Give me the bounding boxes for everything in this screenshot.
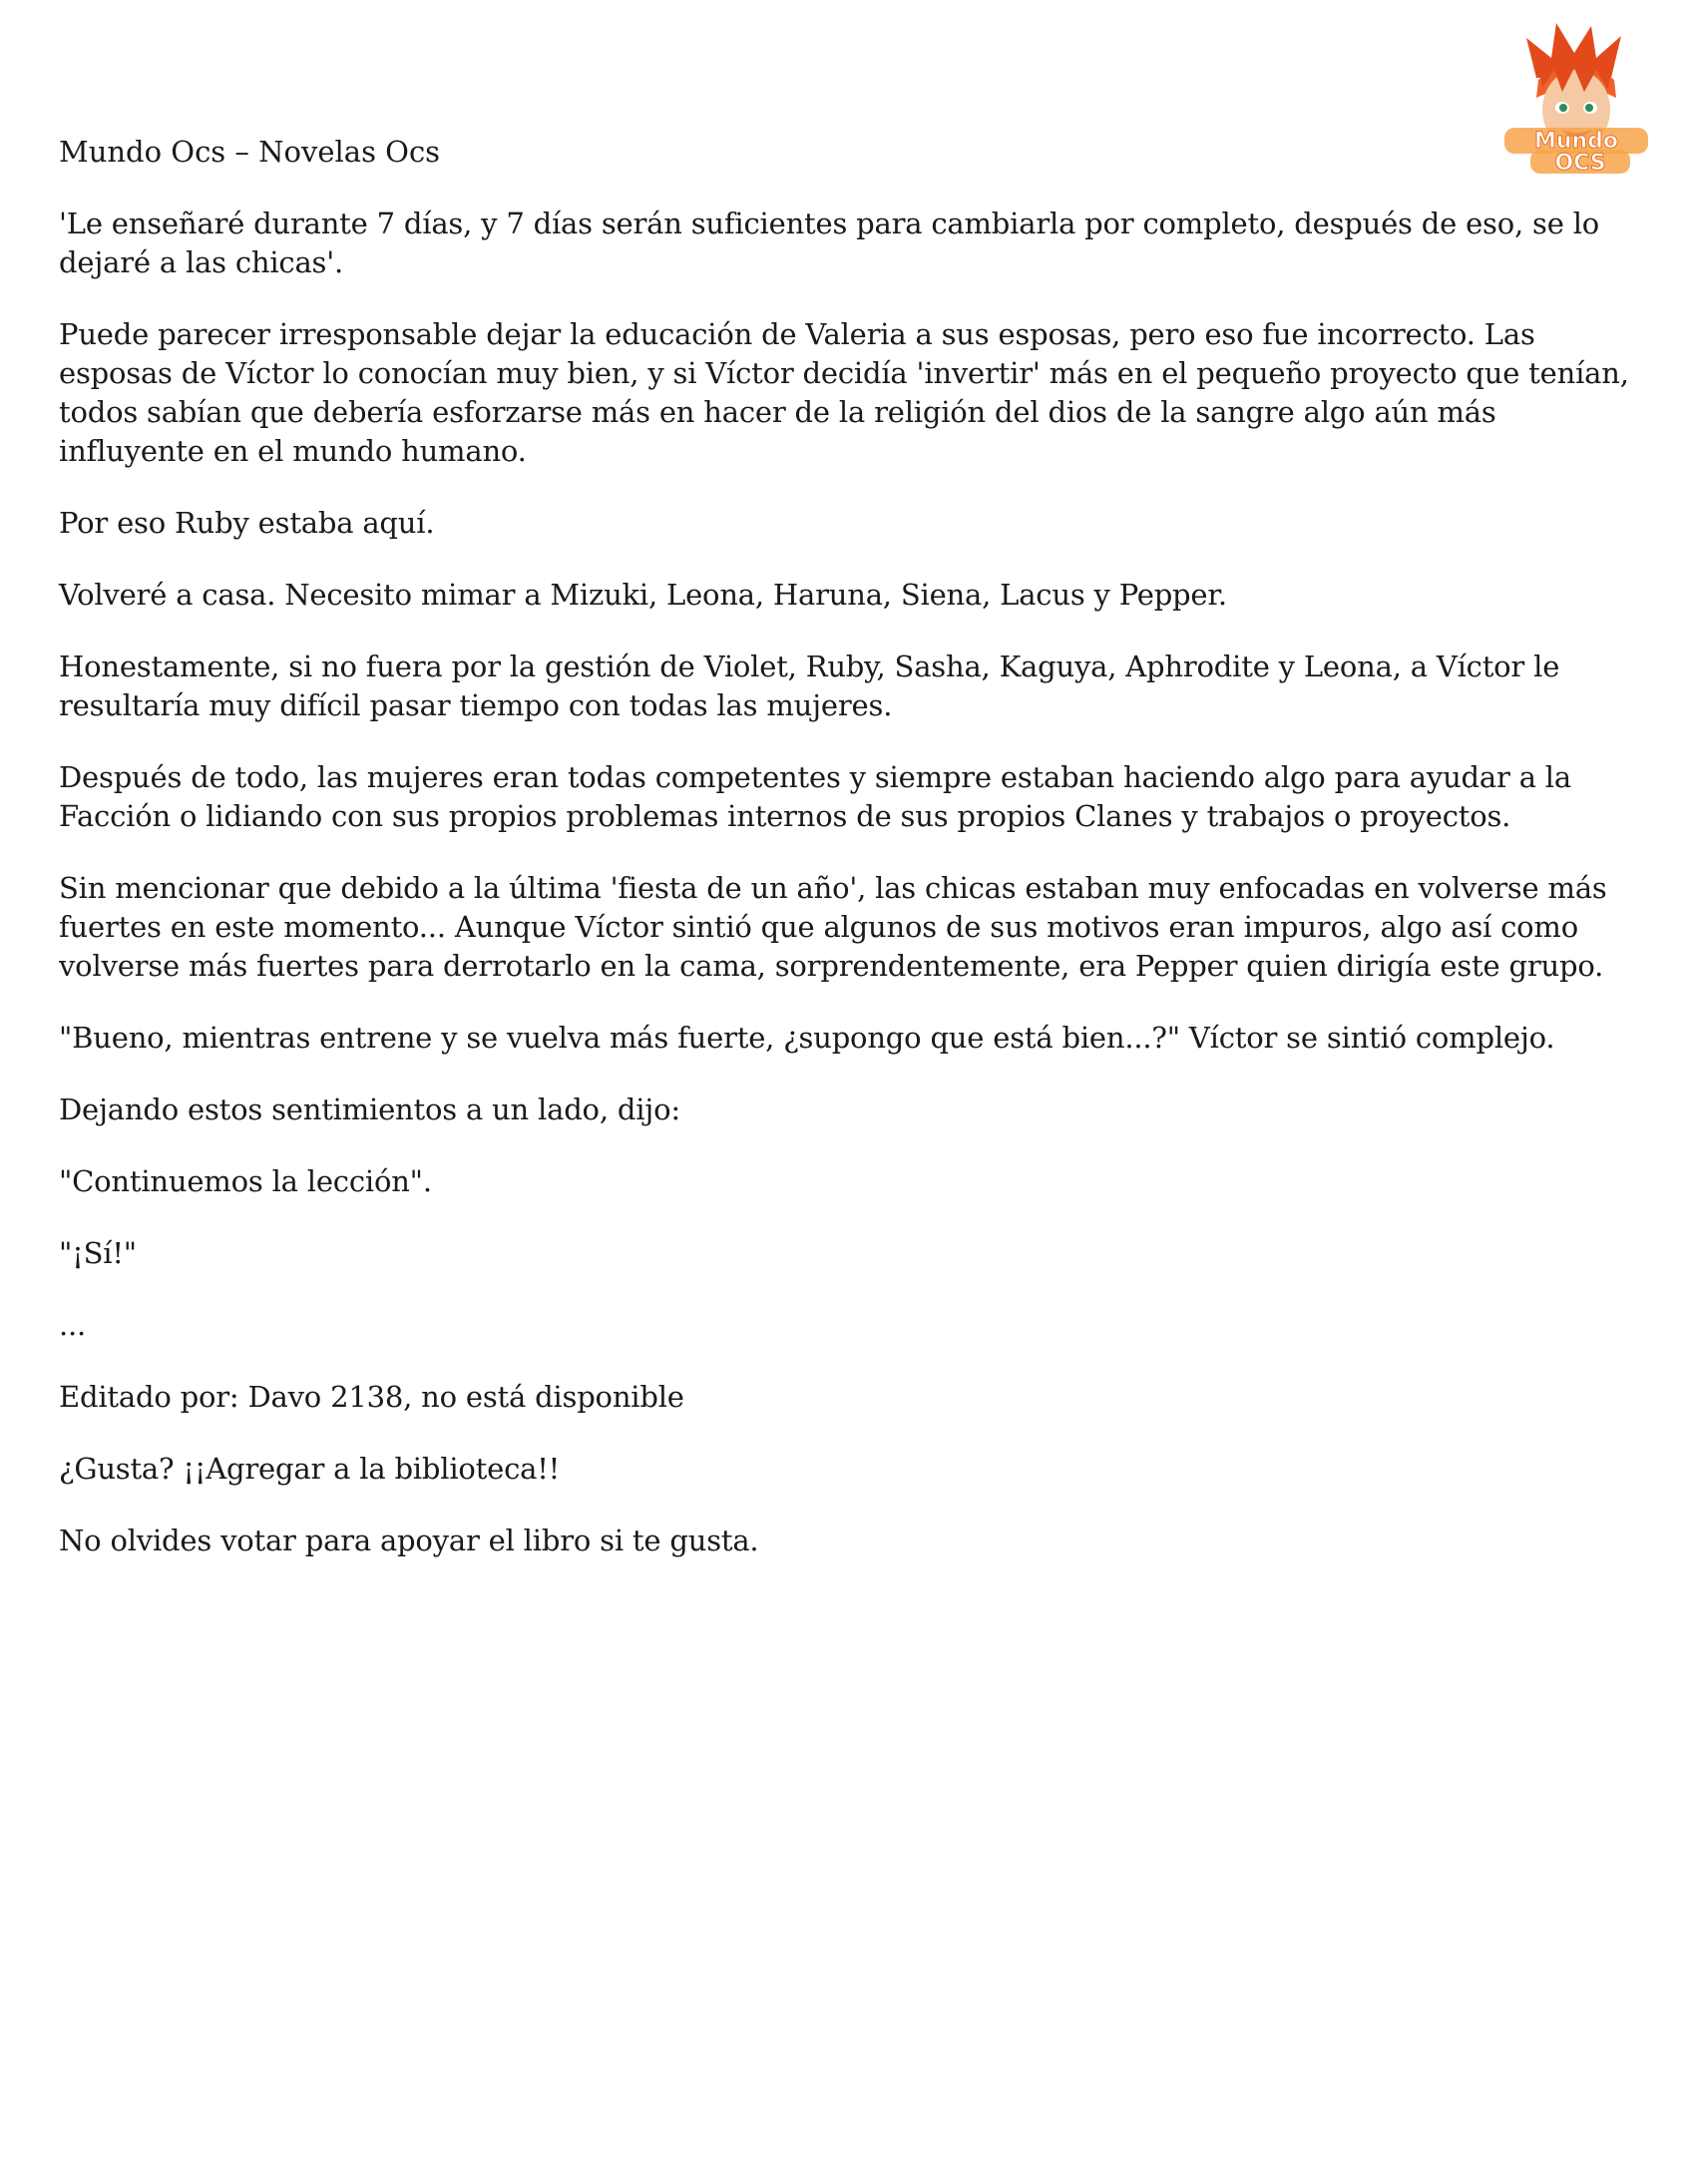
logo-text-line2: OCS <box>1554 151 1606 176</box>
paragraph: Después de todo, las mujeres eran todas competentes y siempre estaban haciendo algo para ayudar a la Facción o lidiando con sus propios problemas internos de sus propios Clanes y trabajos o proyectos. <box>59 760 1571 833</box>
vote-prompt: No olvides votar para apoyar el libro si te gusta. <box>59 1524 759 1557</box>
paragraph: Honestamente, si no fuera por la gestión de Violet, Ruby, Sasha, Kaguya, Aphrodite y Leona, a Víctor le resultaría muy difícil pasar tiempo con todas las mujeres. <box>59 650 1560 722</box>
paragraph: ... <box>59 1308 87 1342</box>
editor-credit: Editado por: Davo 2138, no está disponible <box>59 1380 684 1414</box>
paragraph: Sin mencionar que debido a la última 'fiesta de un año', las chicas estaban muy enfocadas en volverse más fuertes en este momento... Aunque Víctor sintió que algunos de sus motivos eran impuros, algo así como volverse más fuertes para derrotarlo en la cama, sorprendentemente, era Pepper quien dirigía este grupo. <box>59 871 1607 983</box>
paragraph: "Continuemos la lección". <box>59 1164 432 1198</box>
paragraph: Puede parecer irresponsable dejar la educación de Valeria a sus esposas, pero eso fue incorrecto. Las esposas de Víctor lo conocían muy bien, y si Víctor decidía 'invertir' más en el pequeño proyecto que tenían, todos sabían que debería esforzarse más en hacer de la religión del dios de la sangre algo aún más influyente en el mundo humano. <box>59 317 1629 468</box>
paragraph: "¡Sí!" <box>59 1236 137 1270</box>
logo-text-line1: Mundo <box>1533 129 1619 154</box>
paragraph: "Bueno, mientras entrene y se vuelva más fuerte, ¿supongo que está bien...?" Víctor se sintió complejo. <box>59 1021 1555 1055</box>
paragraph: 'Le enseñaré durante 7 días, y 7 días serán suficientes para cambiarla por completo, después de eso, se lo dejaré a las chicas'. <box>59 207 1600 279</box>
paragraph: Por eso Ruby estaba aquí. <box>59 506 435 540</box>
chapter-text <box>59 205 1635 1593</box>
mascot-logo-icon <box>1496 18 1656 178</box>
paragraph: Dejando estos sentimientos a un lado, dijo: <box>59 1092 680 1126</box>
page-header-title: Mundo Ocs – Novelas Ocs <box>59 135 441 169</box>
paragraph: Volveré a casa. Necesito mimar a Mizuki, Leona, Haruna, Siena, Lacus y Pepper. <box>59 578 1227 612</box>
library-prompt: ¿Gusta? ¡¡Agregar a la biblioteca!! <box>59 1452 561 1486</box>
